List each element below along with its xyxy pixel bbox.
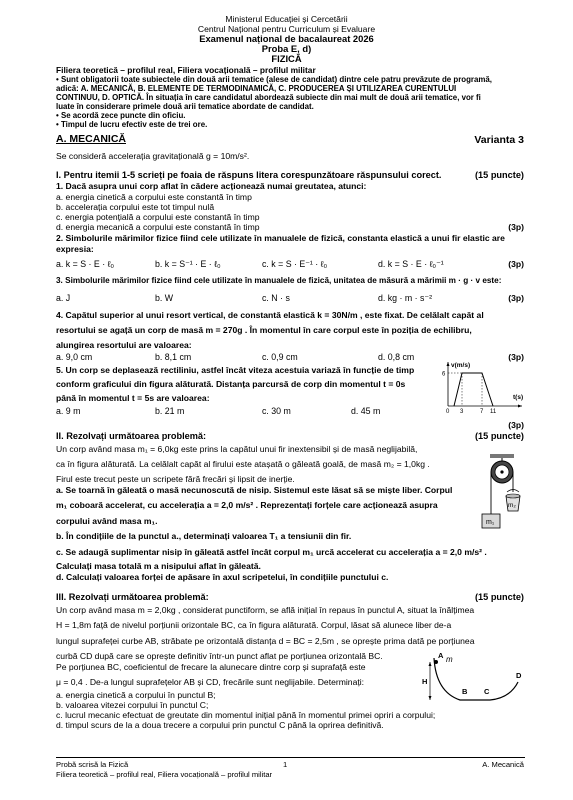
q2-option-d: d. k = S · E · ℓ₀⁻¹	[378, 259, 444, 269]
part2-c-line-2: Calculați masa totală m a nisipului aflat în găleată.	[56, 561, 261, 571]
q1-option-a: a. energia cinetică a corpului este constantă în timp	[56, 192, 252, 202]
fig-label-A: A	[438, 651, 444, 660]
q3-stem: 3. Simbolurile mărimilor fizice fiind cele utilizate în manualele de fizică, unitatea de măsură a mărimii m · g · v este:	[56, 276, 502, 285]
part2-b: b. În condițiile de la punctul a., determinați valoarea T₁ a tensiunii din fir.	[56, 531, 352, 541]
part3-c: c. lucrul mecanic efectuat de greutate din momentul inițial până în momentul primei opriri a corpului;	[56, 710, 436, 720]
q4-line-1: 4. Capătul superior al unui resort vertical, de constantă elastică k = 30N/m , este fixat. De celălalt capăt al	[56, 310, 484, 320]
part1-points: (15 puncte)	[474, 170, 524, 180]
instruction-line-4: luate în considerare primele două arii tematice abordate de candidat.	[56, 102, 314, 111]
center-line: Centrul Național pentru Curriculum și Evaluare	[197, 24, 376, 34]
part3-b: b. valoarea vitezei corpului în punctul C;	[56, 700, 209, 710]
q1-option-d: d. energia mecanică a corpului este constantă în timp	[56, 222, 260, 232]
velocity-time-graph	[438, 358, 528, 414]
q4-option-b: b. 8,1 cm	[155, 352, 192, 362]
q3-points: (3p)	[508, 293, 524, 303]
body-m1-label: m₁	[486, 519, 495, 526]
q5-option-a: a. 9 m	[56, 406, 81, 416]
pulley-figure	[476, 454, 528, 532]
graph-ylabel: v(m/s)	[451, 362, 471, 369]
q4-points: (3p)	[508, 352, 524, 362]
fig-label-D: D	[516, 671, 522, 680]
track-figure	[420, 650, 528, 710]
part3-title: III. Rezolvați următoarea problemă:	[56, 592, 209, 602]
part3-line-6: μ = 0,4 . De-a lungul suprafețelor AB și CD, frecările sunt neglijabile. Determinați:	[56, 677, 365, 687]
bucket-rim	[506, 494, 520, 498]
q5-line-3: până în momentul t = 5s are valoarea:	[56, 393, 210, 403]
q5-option-b: b. 21 m	[155, 406, 185, 416]
fig-label-m: m	[446, 655, 453, 664]
q5-option-d: d. 45 m	[351, 406, 381, 416]
graph-velocity-curve	[454, 373, 493, 406]
footer-subject: Probă scrisă la Fizică	[56, 760, 129, 769]
footer-page-number: 1	[283, 760, 288, 769]
instruction-line-1: • Sunt obligatorii toate subiectele din două arii tematice (alese de candidat) dintre cele patru prevăzute de programă,	[56, 75, 492, 84]
part2-d: d. Calculați valoarea forței de apăsare în axul scripetelui, în condițiile punctului c.	[56, 572, 389, 582]
part3-a: a. energia cinetică a corpului în punctul B;	[56, 690, 216, 700]
q5-points: (3p)	[508, 420, 524, 430]
part2-c-line-1: c. Se adaugă suplimentar nisip în găleată astfel încât corpul m₁ urcă accelerat cu accelerația a = 2,0 m/s² .	[56, 547, 487, 557]
ministry-line: Ministerul Educației și Cercetării	[225, 14, 348, 24]
q2-option-c: c. k = S · E⁻¹ · ℓ₀	[262, 259, 328, 269]
exam-title: Examenul național de bacalaureat 2026	[199, 33, 374, 44]
q5-line-1: 5. Un corp se deplasează rectiliniu, astfel încât viteza acestuia variază în funcție de timp	[56, 365, 415, 375]
q1-option-c: c. energia potențială a corpului este constantă în timp	[56, 212, 260, 222]
bucket-m2-label: m₂	[508, 502, 516, 509]
graph-ytick-6: 6	[442, 371, 446, 378]
height-arrow-bottom	[429, 696, 432, 700]
instruction-line-2: adică: A. MECANICĂ, B. ELEMENTE DE TERMODINAMICĂ, C. PRODUCEREA ȘI UTILIZAREA CURENTULUI	[56, 84, 457, 93]
part3-d: d. timpul scurs de la a doua trecere a corpului prin punctul C până la oprirea definitivă.	[56, 720, 384, 730]
q3-option-a: a. J	[56, 293, 71, 303]
q2-option-b: b. k = S⁻¹ · E · ℓ₀	[155, 259, 221, 269]
part2-a-line-2: m₁ coboară accelerat, cu accelerația a = 2,0 m/s² . Reprezentați forțele care acționează asupra	[56, 500, 438, 510]
q3-option-c: c. N · s	[262, 293, 290, 303]
instruction-line-5: • Se acordă zece puncte din oficiu.	[56, 111, 186, 120]
proba-line: Proba E, d)	[261, 43, 312, 54]
graph-xlabel: t(s)	[513, 394, 524, 401]
q1-option-b: b. accelerația corpului este tot timpul nulă	[56, 202, 215, 212]
graph-xtick-7: 7	[480, 409, 484, 414]
part2-a-line-3: corpului având masa m₁.	[56, 516, 158, 526]
part2-points: (15 puncte)	[474, 431, 524, 441]
q2-stem-1: 2. Simbolurile mărimilor fizice fiind cele utilizate în manualele de fizică, constanta elastică a unui fir elastic are	[56, 233, 505, 243]
fig-label-B: B	[462, 687, 468, 696]
fig-label-H: H	[422, 677, 428, 686]
footer-section: A. Mecanică	[482, 760, 524, 769]
part2-title: II. Rezolvați următoarea problemă:	[56, 431, 207, 441]
track-curve	[434, 658, 518, 700]
part3-line-4: curbă CD după care se oprește definitiv într-un punct aflat pe porțiunea orizontală BC.	[56, 651, 383, 661]
instruction-line-6: • Timpul de lucru efectiv este de trei ore.	[56, 120, 208, 129]
gravity-statement: Se consideră accelerația gravitațională g = 10m/s².	[56, 151, 250, 161]
variant-label: Varianta 3	[474, 134, 524, 146]
q5-option-c: c. 30 m	[262, 406, 291, 416]
q4-option-d: d. 0,8 cm	[378, 352, 415, 362]
graph-y-arrow	[447, 362, 450, 366]
filiera-line: Filiera teoretică – profilul real, Filiera vocațională – profilul militar	[56, 65, 316, 75]
fig-label-C: C	[484, 687, 490, 696]
instruction-line-3: CONTINUU, D. OPTICĂ. În situația în care candidatul abordează subiecte din mai mult de două arii tematice, vor fi	[56, 93, 481, 102]
footer-filiera: Filiera teoretică – profilul real, Filiera vocațională – profilul militar	[56, 770, 273, 779]
part3-line-2: H = 1,8m față de nivelul porțiunii orizontale BC, ca în figura alăturată. Corpul, lăsat să alunece liber de-a	[56, 620, 452, 630]
q4-line-3: alungirea resortului are valoarea:	[56, 340, 192, 350]
q1-stem: 1. Dacă asupra unui corp aflat în cădere acționează numai greutatea, atunci:	[56, 181, 367, 191]
part2-line-2: ca în figura alăturată. La celălalt capăt al firului este atașată o găleată goală, de masă m₂ = 1,0kg .	[56, 459, 430, 469]
part3-points: (15 puncte)	[474, 592, 524, 602]
ceiling-support	[490, 454, 514, 458]
q3-option-d: d. kg · m · s⁻²	[378, 293, 433, 303]
part3-line-3: lungul suprafeței curbe AB, străbate pe orizontală distanța d = BC = 2,5m , se oprește prima dată pe porțiunea	[56, 636, 475, 646]
q2-points: (3p)	[508, 259, 524, 269]
q2-option-a: a. k = S · E · ℓ₀	[56, 259, 115, 269]
q1-points: (3p)	[508, 222, 524, 232]
part3-line-1: Un corp având masa m = 2,0kg , considerat punctiform, se află inițial în repaus în punctul A, situat la înălțimea	[56, 605, 475, 615]
footer-rule	[56, 757, 525, 758]
q5-line-2: conform graficului din figura alăturată. Distanța parcursă de corp din momentul t = 0s	[56, 379, 406, 389]
subject-title: FIZICĂ	[271, 53, 302, 64]
graph-x-arrow	[518, 405, 522, 408]
graph-xtick-0: 0	[446, 409, 450, 414]
part3-line-5: Pe porțiunea BC, coeficientul de frecare la alunecare dintre corp și suprafață este	[56, 662, 366, 672]
part1-title: I. Pentru itemii 1-5 scrieți pe foaia de răspuns litera corespunzătoare răspunsului corect.	[56, 170, 442, 180]
body-at-A	[434, 660, 438, 664]
pulley-axle	[500, 470, 503, 473]
q2-stem-2: expresia:	[56, 244, 94, 254]
graph-xtick-11: 11	[490, 409, 497, 414]
section-title: A. MECANICĂ	[56, 133, 126, 145]
part2-line-1: Un corp având masa m₁ = 6,0kg este prins la capătul unui fir inextensibil și de masă neglijabilă,	[56, 444, 418, 454]
height-arrow-top	[429, 662, 432, 666]
part2-a-line-1: a. Se toarnă în găleată o masă necunoscută de nisip. Sistemul este lăsat să se miște liber. Corpul	[56, 485, 453, 495]
part2-line-3: Firul este trecut peste un scripete fără frecări și lipsit de inerție.	[56, 474, 295, 484]
q3-option-b: b. W	[155, 293, 174, 303]
q4-option-a: a. 9,0 cm	[56, 352, 93, 362]
q4-line-2: resortului se agață un corp de masă m = 270g . În momentul în care corpul este în poziția de echilibru,	[56, 325, 472, 335]
q4-option-c: c. 0,9 cm	[262, 352, 298, 362]
graph-xtick-3: 3	[460, 409, 464, 414]
